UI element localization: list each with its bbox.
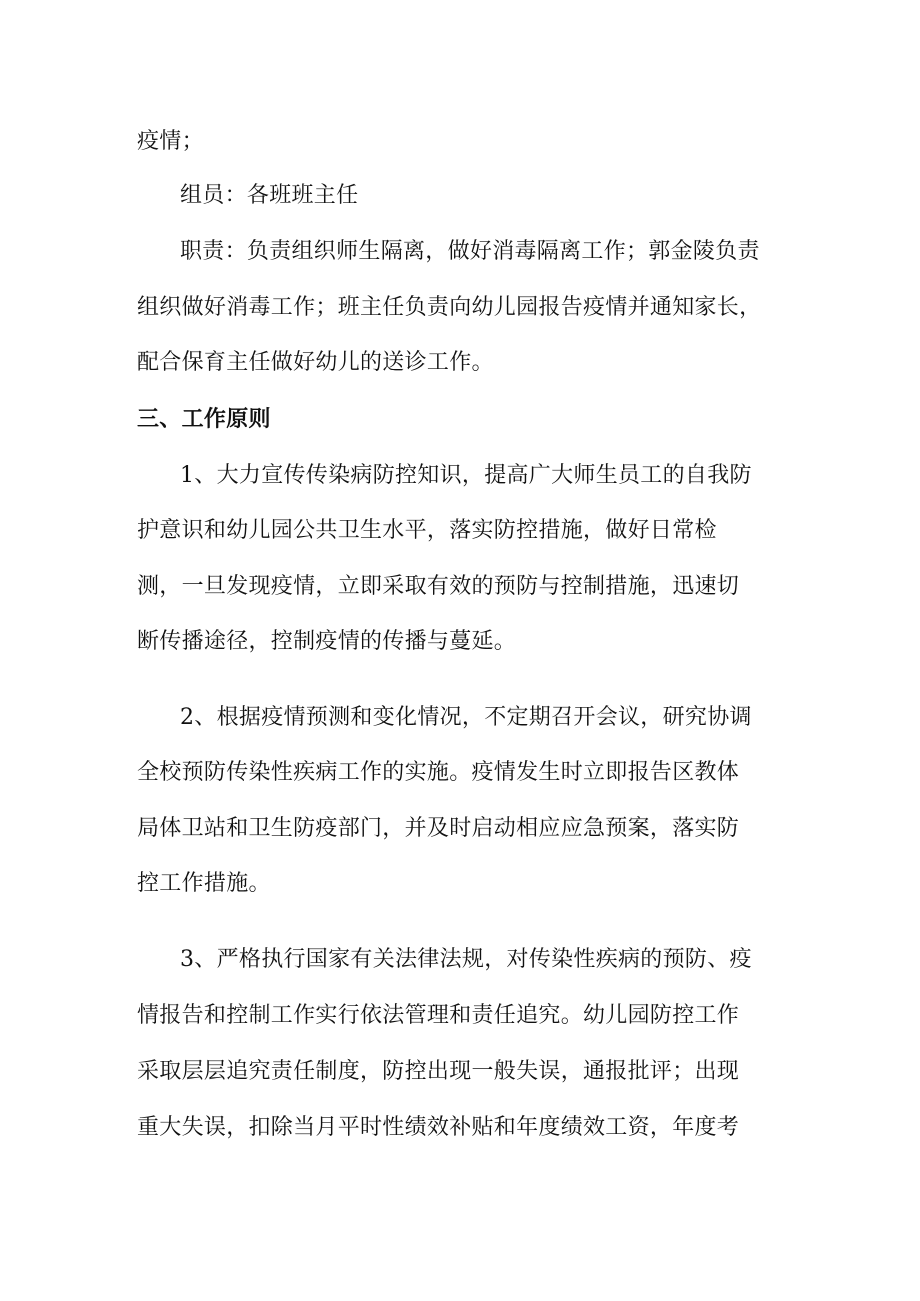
duties-line-1: 职责：负责组织师生隔离，做好消毒隔离工作；郭金陵负责	[180, 239, 760, 264]
principle-3-line-4: 重大失误，扣除当月平时性绩效补贴和年度绩效工资，年度考	[137, 1115, 740, 1140]
principle-1-line-4: 断传播途径，控制疫情的传播与蔓延。	[137, 629, 517, 654]
members-text: 组员：各班班主任	[180, 183, 359, 208]
duties-line-2: 组织做好消毒工作；班主任负责向幼儿园报告疫情并通知家长，	[137, 295, 762, 320]
section-heading: 三、工作原则	[137, 406, 271, 432]
principle-2-line-2: 全校预防传染性疾病工作的实施。疫情发生时立即报告区教体	[137, 760, 740, 785]
principle-3-line-1: 3、严格执行国家有关法律法规，对传染性疾病的预防、疫	[180, 947, 752, 972]
principle-1-line-3: 测，一旦发现疫情，立即采取有效的预防与控制措施，迅速切	[137, 574, 740, 599]
principle-1-line-2: 护意识和幼儿园公共卫生水平，落实防控措施，做好日常检	[137, 518, 717, 543]
duties-line-3: 配合保育主任做好幼儿的送诊工作。	[137, 350, 494, 375]
principle-3-line-2: 情报告和控制工作实行依法管理和责任追究。幼儿园防控工作	[137, 1003, 740, 1028]
principle-2-line-1: 2、根据疫情预测和变化情况，不定期召开会议，研究协调	[180, 705, 752, 730]
principle-1-line-1: 1、大力宣传传染病防控知识，提高广大师生员工的自我防	[180, 463, 752, 488]
principle-2-line-3: 局体卫站和卫生防疫部门，并及时启动相应应急预案，落实防	[137, 816, 740, 841]
principle-2-line-4: 控工作措施。	[137, 871, 271, 896]
principle-3-line-3: 采取层层追究责任制度，防控出现一般失误，通报批评；出现	[137, 1059, 740, 1084]
continuation-text: 疫情；	[137, 129, 204, 154]
